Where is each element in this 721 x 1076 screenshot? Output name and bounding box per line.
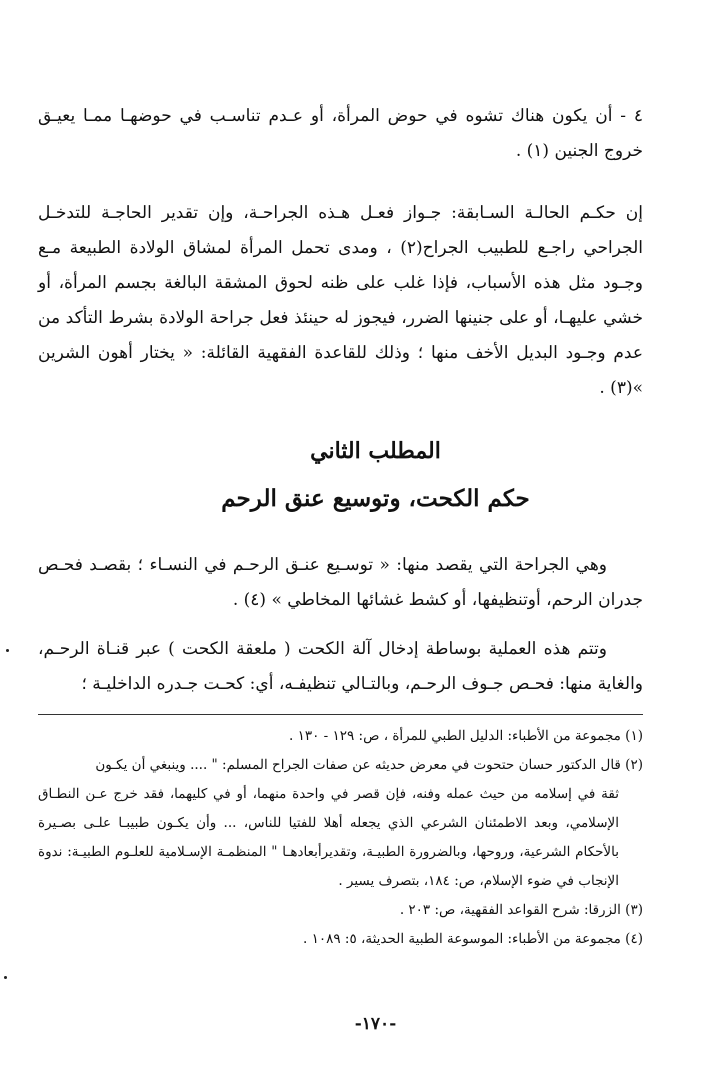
footnote-divider [38, 714, 643, 715]
footnote-1: (١) مجموعة من الأطباء: الدليل الطبي للمرأة ، ص: ١٢٩ - ١٣٠ . [288, 728, 643, 744]
definition-paragraph [38, 548, 643, 618]
page-number [0, 1014, 721, 1034]
section-label: المطلب الثاني [310, 438, 441, 464]
ruling-paragraph [38, 196, 643, 406]
footnote-2: (٢) قال الدكتور حسان حتحوت في معرض حديثه عن صفات الجراح المسلم: " .... وينبغي أن يكـون [95, 757, 643, 773]
procedure-paragraph-text: وتتم هذه العملية بوساطة إدخال آلة الكحت ( ملعقة الكحت ) عبر قنـاة الرحـم، والغاية منها: فحـص جـوف الرحـم، وبالتـالي تنظيفـه، أي: كحـت جـدره الداخليـة ؛ [38, 639, 643, 694]
definition-paragraph-text: وهي الجراحة التي يقصد منها: « توسـيع عنـق الرحـم في النسـاء ؛ بقصـد فحـص جدران الرحم، أوتنظيفها، أو كشط غشائها المخاطي » (٤) . [38, 555, 643, 610]
ruling-paragraph-text: إن حكـم الحالـة السـابقة: جـواز فعـل هـذه الجراحـة، وإن تقدير الحاجـة للتدخـل الجراحي راجـع للطبيب الجراح(٢) ، ومدى تحمل المرأة لمشاق الولادة الطبيعة مـع وجـود مثل هذه الأسباب، فإذا غلب على ظنه لحوق المشقة البالغة بجسم المرأة، أو خشي عليهـا، أو على جنينها الضرر، فيجوز له حينئذ فعل جراحة الولادة بشرط التأكد من عدم وجـود البديل الأخف منها ؛ وذلك للقاعدة الفقهية القائلة: « يختار أهون الشرين »(٣) . [38, 203, 643, 398]
footnote-2-continuation: ثقة في إسلامه من حيث عمله وفنه، فإن قصر في واحدة منهما، أو في كليهما، فقد خرج عـن النطـاق الإسلامي، وبعد الاطمئنان الشرعي الذي يجعله أهلا للفتيا للناس، ... وأن يكـون طبيبـا علـى بصـيرة بالأحكام الشرعية، وروحها، وبالضرورة الطبيـة، وتقديرأبعادهـا " المنظمـة الإسـلامية للعلـوم الطبيـة: ندوة الإنجاب في ضوء الإسلام، ص: ١٨٤، بتصرف يسير . [38, 786, 619, 889]
section-heading [0, 433, 721, 521]
page-number-text: -١٧٠- [354, 1014, 397, 1034]
footnote-4: (٤) مجموعة من الأطباء: الموسوعة الطبية الحديثة، ٥: ١٠٨٩ . [302, 931, 643, 947]
list-item-4 [38, 99, 643, 169]
list-item-4-text: ٤ - أن يكون هناك تشوه في حوض المرأة، أو عـدم تناسـب في حوضهـا ممـا يعيـق خروج الجنين (١) . [38, 106, 643, 161]
section-title: حكم الكحت، وتوسيع عنق الرحم [221, 485, 530, 512]
procedure-paragraph [38, 632, 643, 702]
scan-speck [6, 649, 9, 652]
footnotes [38, 722, 643, 954]
footnote-3: (٣) الزرقا: شرح القواعد الفقهية، ص: ٢٠٣ . [399, 902, 643, 918]
scan-speck [4, 976, 7, 979]
